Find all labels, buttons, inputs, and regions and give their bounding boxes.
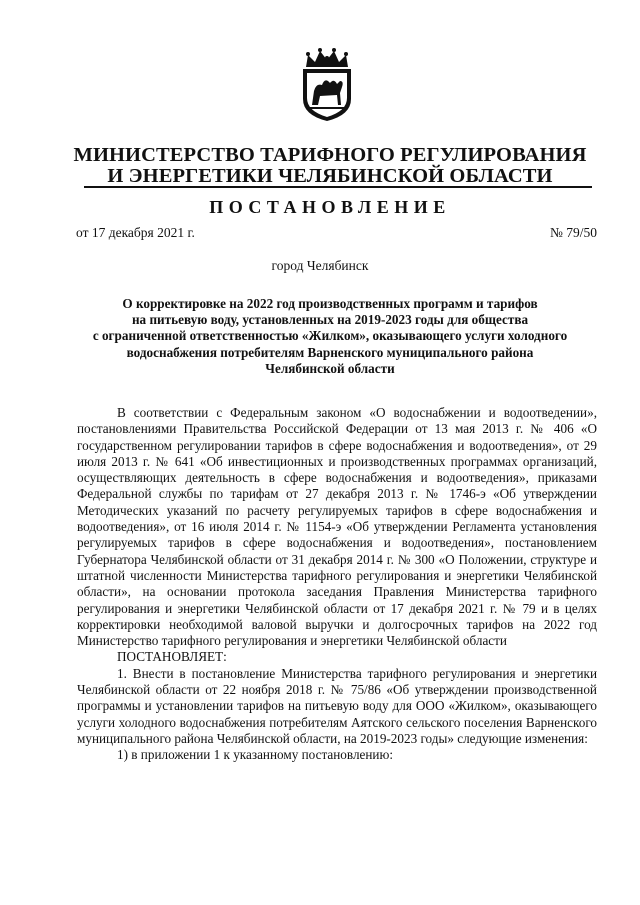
- subject-line: на питьевую воду, установленных на 2019-2023 годы для общества: [131, 312, 529, 328]
- document-subject: [70, 296, 590, 377]
- header-divider: [84, 186, 592, 188]
- ministry-name-line2: И ЭНЕРГЕТИКИ ЧЕЛЯБИНСКОЙ ОБЛАСТИ: [107, 165, 553, 187]
- subject-line: с ограниченной ответственностью «Жилком», оказывающего услуги холодного: [92, 328, 568, 344]
- subject-line: Челябинской области: [265, 360, 395, 376]
- chelyabinsk-coat-of-arms-icon: [300, 47, 354, 123]
- subject-line: О корректировке на 2022 год производственных программ и тарифов: [122, 296, 538, 311]
- document-city: город Челябинск: [271, 258, 369, 273]
- document-type: ПОСТАНОВЛЕНИЕ: [209, 197, 451, 217]
- document-body: [77, 405, 597, 764]
- resolves-heading: ПОСТАНОВЛЯЕТ:: [117, 649, 227, 665]
- document-date: от 17 декабря 2021 г.: [76, 225, 195, 240]
- preamble-paragraph: В соответствии с Федеральным законом «О водоснабжении и водоотведении», постановлениями Правительства Российской Федерации от 13 мая 2013 г. № 406 «О государственном регулировании тарифов в сфере водоснабжения и водоотведения», от 29 июля 2013 г. № 641 «Об инвестиционных и производственных программах организаций, осуществляющих деятельность в сфере водоснабжения и водоотведения», приказами Федеральной службы по тарифам от 27 декабря 2013 г. № 1746-э «Об утверждении Методических указаний по расчету регулируемых тарифов в сфере водоснабжения и водоотведения», от 16 июля 2014 г. № 1154-э «Об утверждении Регламента установления регулируемых тарифов в сфере водоснабжения и водоотведения», постановлением Губернатора Челябинской области от 31 декабря 2014 г. № 300 «О Положении, структуре и штатной численности Министерства тарифного регулирования и энергетики Челябинской области», на основании протокола заседания Правления Министерства тарифного регулирования и энергетики Челябинской области от 17 декабря 2021 г. № 79 и в целях корректировки необходимой валовой выручки и долгосрочных тарифов на 2022 год Министерство тарифного регулирования и энергетики Челябинской области: [77, 405, 597, 649]
- document-number: № 79/50: [549, 225, 597, 240]
- item-1-paragraph: 1. Внести в постановление Министерства тарифного регулирования и энергетики Челябинской области от 22 ноября 2018 г. № 75/86 «Об утверждении производственной программы и установлении тарифов на питьевую воду для ООО «Жилком», оказывающего услуги холодного водоснабжения потребителям Аятского сельского поселения Варненского муниципального района Челябинской области, на 2019-2023 годы» следующие изменения:: [77, 665, 597, 746]
- subject-line: водоснабжения потребителям Варненского муниципального района: [126, 344, 534, 360]
- item-1-1-paragraph: 1) в приложении 1 к указанному постановлению:: [117, 747, 394, 763]
- ministry-name-line1: МИНИСТЕРСТВО ТАРИФНОГО РЕГУЛИРОВАНИЯ: [73, 144, 587, 166]
